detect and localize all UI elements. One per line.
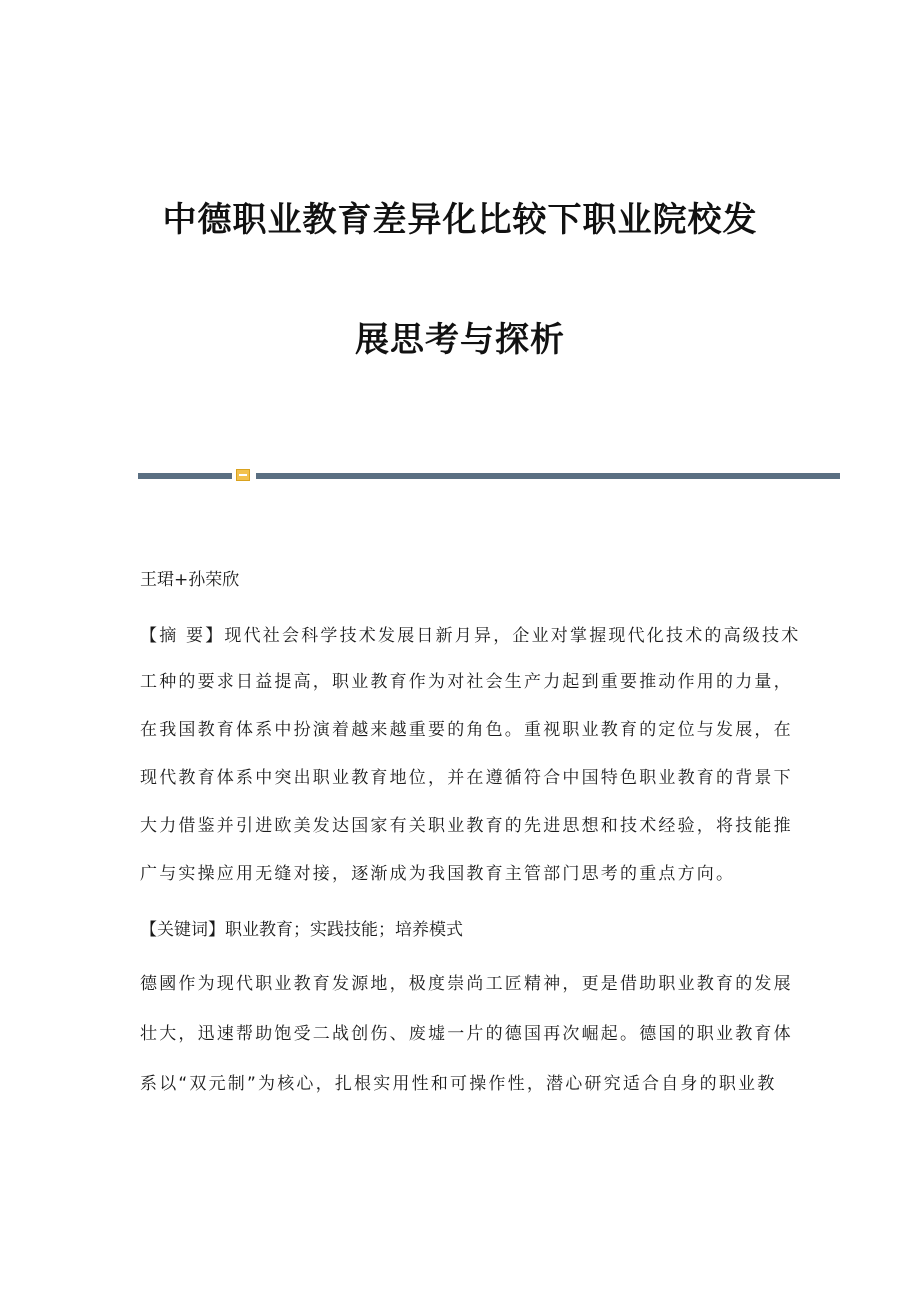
body-line: 系以“双元制”为核心，扎根实用性和可操作性，潜心研究适合自身的职业教 bbox=[140, 1074, 777, 1094]
divider-ornament-icon bbox=[236, 469, 250, 481]
abstract-line: 大力借鉴并引进欧美发达国家有关职业教育的先进思想和技术经验，将技能推 bbox=[140, 816, 793, 836]
keywords-line: 【关键词】职业教育；实践技能；培养模式 bbox=[140, 920, 463, 940]
divider-bar-left bbox=[138, 473, 232, 479]
divider-bar-right bbox=[256, 473, 840, 479]
abstract-line: 现代教育体系中突出职业教育地位，并在遵循符合中国特色职业教育的背景下 bbox=[140, 768, 793, 788]
title-divider bbox=[138, 468, 840, 482]
abstract-line: 工种的要求日益提高，职业教育作为对社会生产力起到重要推动作用的力量， bbox=[140, 672, 793, 692]
title-line-1: 中德职业教育差异化比较下职业院校发 bbox=[162, 200, 758, 240]
body-line: 德國作为现代职业教育发源地，极度崇尚工匠精神，更是借助职业教育的发展 bbox=[140, 974, 793, 994]
abstract-line: 在我国教育体系中扮演着越来越重要的角色。重视职业教育的定位与发展，在 bbox=[140, 720, 793, 740]
author-line: 王珺+孙荣欣 bbox=[140, 570, 240, 590]
title-line-2: 展思考与探析 bbox=[355, 320, 565, 360]
abstract-line: 【摘 要】现代社会科学技术发展日新月异，企业对掌握现代化技术的高级技术 bbox=[140, 626, 801, 646]
body-line: 壮大，迅速帮助饱受二战创伤、废墟一片的德国再次崛起。德国的职业教育体 bbox=[140, 1024, 793, 1044]
abstract-line: 广与实操应用无缝对接，逐渐成为我国教育主管部门思考的重点方向。 bbox=[140, 864, 736, 884]
